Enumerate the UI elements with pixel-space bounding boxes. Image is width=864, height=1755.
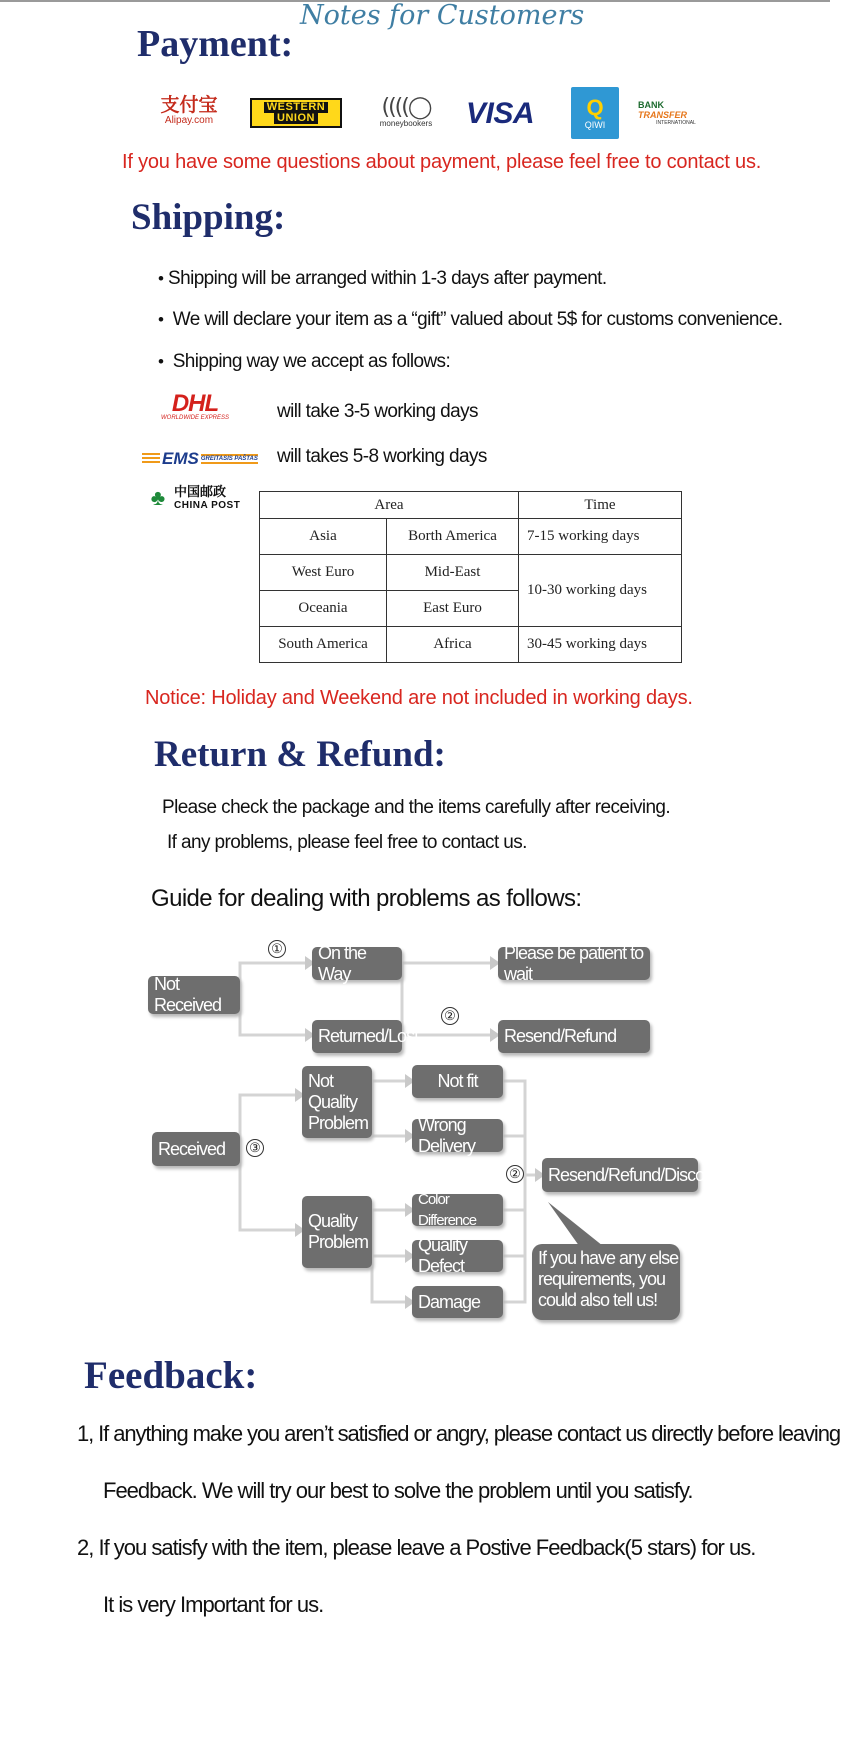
requirements-bubble: If you have any else requirements, you could also tell us! (532, 1244, 680, 1320)
shipping-heading: Shipping: (131, 197, 286, 238)
not-received-box: Not Received (148, 976, 240, 1014)
be-patient-box: Please be patient to wait (498, 947, 650, 980)
china-post-logo-en: CHINA POST (174, 499, 241, 511)
china-post-emblem-icon: ♣ (150, 485, 166, 510)
qiwi-logo-text: QIWI (584, 120, 606, 130)
feedback-line-3: 2, If you satisfy with the item, please leave a Postive Feedback(5 stars) for us. (77, 1535, 756, 1560)
bank-transfer-sub: INTERNATIONAL (656, 120, 696, 126)
guide-heading: Guide for dealing with problems as follows: (151, 885, 582, 912)
refund-line-1: Please check the package and the items carefully after receiving. (162, 797, 671, 818)
alipay-logo-sub: Alipay.com (164, 114, 214, 126)
table-cell: 7-15 working days (519, 519, 682, 555)
table-cell: Africa (387, 627, 519, 663)
china-post-logo-zh: 中国邮政 (174, 484, 227, 500)
moneybookers-waves-icon: ((((◯ (381, 95, 431, 120)
step-2-marker: ② (506, 1165, 524, 1183)
table-cell: 30-45 working days (519, 627, 682, 663)
quality-problem-box: Quality Problem (302, 1196, 372, 1268)
refund-heading: Return & Refund: (154, 734, 446, 775)
feedback-line-2: Feedback. We will try our best to solve the problem until you satisfy. (103, 1478, 693, 1503)
table-cell: West Euro (260, 555, 387, 591)
page-title: Notes for Customers (300, 0, 585, 31)
ems-logo-sub: GREITASIS PAŠTAS (200, 456, 258, 462)
dhl-logo-sub: WORLDWIDE EXPRESS (160, 414, 229, 421)
received-box: Received (152, 1132, 240, 1166)
payment-heading: Payment: (137, 23, 294, 65)
shipping-bullet-3: • Shipping way we accept as follows: (158, 351, 451, 372)
damage-box: Damage (412, 1286, 503, 1318)
returned-lost-box: Returned/Lost (312, 1020, 402, 1053)
moneybookers-logo-text: moneybookers (379, 119, 433, 128)
table-cell: 10-30 working days (519, 555, 682, 627)
step-3-marker: ③ (246, 1139, 264, 1157)
feedback-line-4: It is very Important for us. (103, 1592, 324, 1617)
shipping-bullet-2: • We will declare your item as a “gift” valued about 5$ for customs convenience. (158, 309, 783, 330)
table-cell: Oceania (260, 591, 387, 627)
step-2-marker: ② (441, 1007, 459, 1025)
bubble-tail (548, 1202, 608, 1250)
resend-refund-discount-box: Resend/Refund/Discount (542, 1158, 698, 1192)
table-cell: Mid-East (387, 555, 519, 591)
not-quality-problem-box: Not Quality Problem (302, 1066, 372, 1138)
feedback-line-1: 1, If anything make you aren’t satisfied or angry, please contact us directly before leaving (77, 1421, 840, 1446)
shipping-bullet-1: • Shipping will be arranged within 1-3 days after payment. (158, 268, 607, 289)
table-cell: East Euro (387, 591, 519, 627)
wrong-delivery-box: Wrong Delivery (412, 1119, 503, 1152)
ems-time: will takes 5-8 working days (277, 446, 487, 467)
table-cell: South America (260, 627, 387, 663)
step-1-marker: ① (268, 940, 286, 958)
refund-line-2: If any problems, please feel free to contact us. (167, 832, 527, 853)
dhl-time: will take 3-5 working days (277, 401, 478, 422)
table-cell: Borth America (387, 519, 519, 555)
table-cell: Asia (260, 519, 387, 555)
alipay-logo-text: 支付宝 (160, 93, 218, 116)
visa-logo: VISA (465, 97, 535, 130)
payment-notice: If you have some questions about payment, please feel free to contact us. (122, 151, 762, 173)
feedback-heading: Feedback: (84, 1354, 258, 1397)
dhl-logo-text: DHL (171, 389, 219, 417)
table-header-area: Area (260, 492, 519, 519)
quality-defect-box: Quality Defect (412, 1240, 503, 1272)
working-days-notice: Notice: Holiday and Weekend are not included in working days. (145, 687, 693, 709)
western-union-line1: WESTERN (264, 102, 329, 113)
qiwi-q-icon: Q (586, 95, 604, 120)
on-the-way-box: On the Way (312, 947, 402, 980)
bank-transfer-text: BANK TRANSFER (638, 100, 687, 120)
color-difference-box: Color Difference (412, 1194, 503, 1226)
resend-refund-box: Resend/Refund (498, 1020, 650, 1053)
ems-logo-text: EMS (162, 449, 199, 468)
not-fit-box: Not fit (412, 1065, 503, 1098)
western-union-line2: UNION (274, 113, 318, 124)
table-header-time: Time (519, 492, 682, 519)
